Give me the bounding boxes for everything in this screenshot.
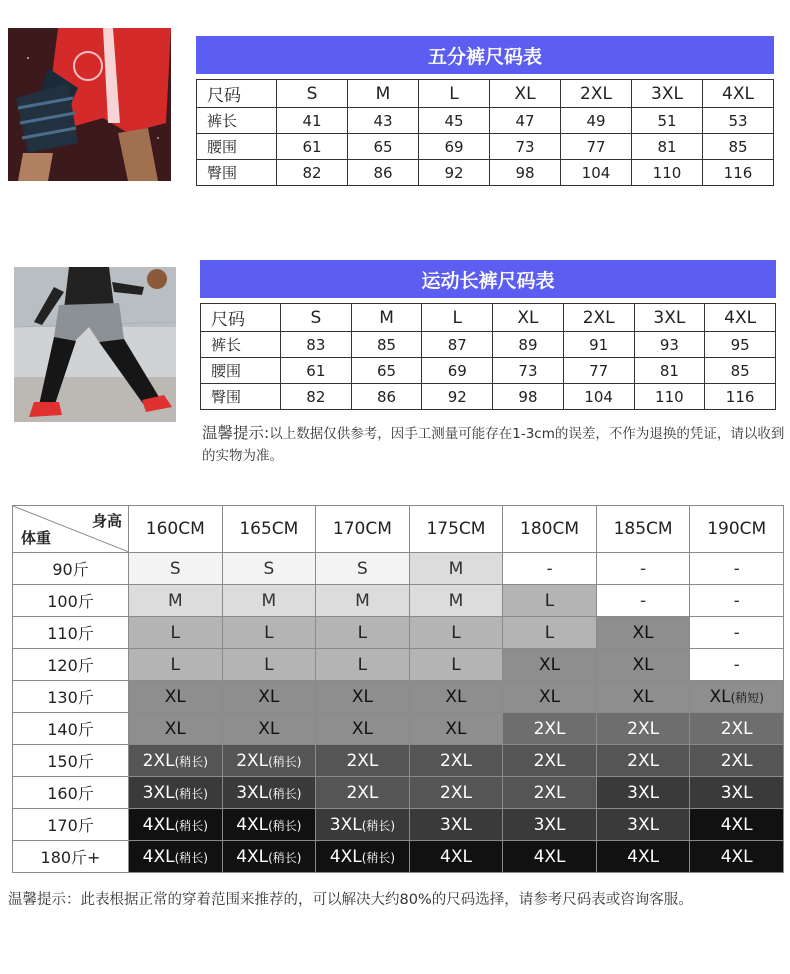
size-cell bbox=[503, 649, 597, 681]
size-cell bbox=[690, 681, 784, 713]
weight-row-label: 180斤+ bbox=[13, 841, 129, 873]
height-column-header: 170CM bbox=[316, 506, 410, 553]
long-pants-cell: 110 bbox=[634, 384, 705, 410]
long-pants-row bbox=[201, 358, 776, 384]
size-cell bbox=[409, 809, 503, 841]
shorts-row bbox=[197, 108, 774, 134]
shorts-header-cell: L bbox=[419, 80, 490, 108]
shorts-chart-title: 五分裤尺码表 bbox=[196, 36, 774, 74]
shorts-row-label: 裤长 bbox=[197, 108, 277, 134]
measurement-tip bbox=[202, 422, 787, 467]
long-pants-header-row bbox=[201, 304, 776, 332]
size-value: 4XL bbox=[440, 846, 472, 867]
size-value: 3XL bbox=[142, 782, 175, 803]
size-value: 2XL bbox=[627, 750, 660, 771]
shorts-header-cell: 2XL bbox=[561, 80, 632, 108]
size-note: (稍长) bbox=[268, 818, 302, 833]
size-cell bbox=[129, 745, 223, 777]
size-cell bbox=[222, 681, 316, 713]
size-cell bbox=[129, 809, 223, 841]
shorts-cell: 53 bbox=[703, 108, 774, 134]
size-value: M bbox=[167, 590, 183, 611]
size-value: 4XL bbox=[142, 814, 175, 835]
shorts-cell: 41 bbox=[277, 108, 348, 134]
size-value: S bbox=[357, 558, 368, 579]
long-pants-cell: 93 bbox=[634, 332, 705, 358]
shorts-header-cell: 尺码 bbox=[197, 80, 277, 108]
size-value: 2XL bbox=[627, 718, 660, 739]
size-cell bbox=[129, 777, 223, 809]
size-value: XL bbox=[538, 686, 561, 707]
size-value: - bbox=[733, 622, 740, 643]
height-axis-label: 身高 bbox=[91, 512, 122, 530]
size-cell bbox=[503, 617, 597, 649]
size-cell bbox=[409, 585, 503, 617]
long-pants-cell: 61 bbox=[281, 358, 352, 384]
size-cell bbox=[690, 553, 784, 585]
long-pants-size-table bbox=[200, 303, 776, 410]
long-pants-product-photo bbox=[14, 267, 176, 422]
shorts-cell: 45 bbox=[419, 108, 490, 134]
size-cell bbox=[690, 585, 784, 617]
long-pants-cell: 89 bbox=[493, 332, 564, 358]
size-cell bbox=[316, 745, 410, 777]
size-value: L bbox=[544, 590, 555, 611]
long-pants-cell: 83 bbox=[281, 332, 352, 358]
shorts-header-cell: XL bbox=[490, 80, 561, 108]
shorts-cell: 82 bbox=[277, 160, 348, 186]
weight-row bbox=[13, 777, 784, 809]
weight-row bbox=[13, 553, 784, 585]
long-pants-chart-title: 运动长裤尺码表 bbox=[200, 260, 776, 298]
size-cell bbox=[129, 617, 223, 649]
size-value: L bbox=[170, 654, 181, 675]
size-cell bbox=[316, 713, 410, 745]
size-value: L bbox=[451, 654, 461, 675]
long-pants-cell: 85 bbox=[705, 358, 776, 384]
weight-row bbox=[13, 713, 784, 745]
shorts-cell: 61 bbox=[277, 134, 348, 160]
size-cell bbox=[222, 777, 316, 809]
long-pants-header-cell: S bbox=[281, 304, 352, 332]
size-note: (稍短) bbox=[730, 690, 764, 705]
long-pants-cell: 92 bbox=[422, 384, 493, 410]
shorts-cell: 65 bbox=[348, 134, 419, 160]
shorts-cell: 92 bbox=[419, 160, 490, 186]
long-pants-cell: 77 bbox=[563, 358, 634, 384]
shorts-row-label: 腰围 bbox=[197, 134, 277, 160]
height-column-header: 175CM bbox=[409, 506, 503, 553]
size-cell bbox=[503, 713, 597, 745]
weight-row-label: 130斤 bbox=[13, 681, 129, 713]
size-value: 3XL bbox=[329, 814, 362, 835]
shorts-cell: 116 bbox=[703, 160, 774, 186]
shorts-cell: 49 bbox=[561, 108, 632, 134]
size-cell bbox=[129, 553, 223, 585]
long-pants-cell: 98 bbox=[493, 384, 564, 410]
size-note: (稍长) bbox=[174, 850, 208, 865]
weight-row bbox=[13, 681, 784, 713]
size-cell bbox=[222, 617, 316, 649]
size-cell bbox=[690, 617, 784, 649]
size-cell bbox=[409, 745, 503, 777]
size-cell bbox=[596, 617, 690, 649]
weight-row bbox=[13, 809, 784, 841]
size-cell bbox=[222, 809, 316, 841]
long-pants-header-cell: 4XL bbox=[705, 304, 776, 332]
size-value: XL bbox=[632, 654, 654, 675]
height-weight-size-chart bbox=[12, 505, 784, 873]
weight-row bbox=[13, 649, 784, 681]
shorts-header-cell: 4XL bbox=[703, 80, 774, 108]
size-cell bbox=[503, 777, 597, 809]
size-note: (稍长) bbox=[174, 786, 208, 801]
weight-row-label: 150斤 bbox=[13, 745, 129, 777]
size-value: XL bbox=[164, 686, 186, 707]
size-value: XL bbox=[258, 718, 280, 739]
weight-row bbox=[13, 585, 784, 617]
size-cell bbox=[222, 553, 316, 585]
size-value: 3XL bbox=[627, 814, 660, 835]
size-value: 2XL bbox=[440, 750, 472, 771]
size-value: 4XL bbox=[720, 846, 753, 867]
size-value: M bbox=[355, 590, 370, 611]
size-cell bbox=[690, 841, 784, 873]
size-value: 4XL bbox=[720, 814, 753, 835]
size-cell bbox=[316, 841, 410, 873]
long-pants-header-cell: 2XL bbox=[563, 304, 634, 332]
long-pants-cell: 91 bbox=[563, 332, 634, 358]
long-pants-cell: 73 bbox=[493, 358, 564, 384]
size-cell bbox=[596, 681, 690, 713]
size-value: XL bbox=[632, 686, 654, 707]
shorts-cell: 85 bbox=[703, 134, 774, 160]
size-cell bbox=[690, 777, 784, 809]
height-column-header: 160CM bbox=[129, 506, 223, 553]
size-cell bbox=[129, 585, 223, 617]
size-value: XL bbox=[351, 718, 373, 739]
weight-row bbox=[13, 745, 784, 777]
shorts-product-photo bbox=[8, 28, 171, 181]
long-pants-row bbox=[201, 384, 776, 410]
size-value: - bbox=[733, 558, 740, 579]
size-cell bbox=[316, 585, 410, 617]
size-cell bbox=[596, 713, 690, 745]
size-value: L bbox=[451, 622, 461, 643]
size-value: S bbox=[263, 558, 275, 579]
size-value: XL bbox=[258, 686, 280, 707]
height-column-header: 180CM bbox=[503, 506, 597, 553]
long-pants-header-cell: L bbox=[422, 304, 493, 332]
long-pants-cell: 85 bbox=[351, 332, 422, 358]
size-cell bbox=[596, 649, 690, 681]
size-cell bbox=[596, 809, 690, 841]
size-value: - bbox=[640, 558, 647, 579]
size-value: 2XL bbox=[440, 782, 472, 803]
size-cell bbox=[690, 713, 784, 745]
size-value: 2XL bbox=[720, 718, 753, 739]
size-value: L bbox=[357, 622, 368, 643]
long-pants-header-cell: 尺码 bbox=[201, 304, 281, 332]
size-value: 3XL bbox=[720, 782, 753, 803]
size-value: 4XL bbox=[142, 846, 175, 867]
size-value: L bbox=[170, 622, 181, 643]
long-pants-row-label: 腰围 bbox=[201, 358, 281, 384]
long-pants-cell: 65 bbox=[351, 358, 422, 384]
size-value: 4XL bbox=[236, 846, 269, 867]
size-cell bbox=[129, 841, 223, 873]
size-note: (稍长) bbox=[361, 850, 396, 865]
weight-row-label: 170斤 bbox=[13, 809, 129, 841]
size-value: - bbox=[640, 590, 647, 611]
shorts-cell: 47 bbox=[490, 108, 561, 134]
size-value: 3XL bbox=[440, 814, 472, 835]
size-note: (稍长) bbox=[268, 786, 302, 801]
height-column-header: 165CM bbox=[222, 506, 316, 553]
size-value: - bbox=[546, 558, 553, 579]
long-pants-header-cell: M bbox=[351, 304, 422, 332]
size-cell bbox=[316, 617, 410, 649]
size-cell bbox=[409, 681, 503, 713]
size-cell bbox=[316, 809, 410, 841]
size-cell bbox=[316, 649, 410, 681]
weight-row-label: 100斤 bbox=[13, 585, 129, 617]
long-pants-cell: 87 bbox=[422, 332, 493, 358]
shorts-row bbox=[197, 160, 774, 186]
shorts-cell: 73 bbox=[490, 134, 561, 160]
size-value: 2XL bbox=[346, 782, 379, 803]
size-value: 3XL bbox=[627, 782, 660, 803]
long-pants-cell: 104 bbox=[563, 384, 634, 410]
size-value: M bbox=[261, 590, 277, 611]
size-cell bbox=[409, 649, 503, 681]
size-cell bbox=[409, 841, 503, 873]
shorts-header-row bbox=[197, 80, 774, 108]
weight-row-label: 110斤 bbox=[13, 617, 129, 649]
size-value: L bbox=[264, 654, 274, 675]
size-value: 4XL bbox=[627, 846, 660, 867]
size-cell bbox=[409, 617, 503, 649]
size-value: L bbox=[357, 654, 368, 675]
shorts-cell: 86 bbox=[348, 160, 419, 186]
size-value: 4XL bbox=[329, 846, 362, 867]
size-cell bbox=[222, 713, 316, 745]
size-cell bbox=[503, 681, 597, 713]
shorts-row bbox=[197, 134, 774, 160]
shorts-cell: 110 bbox=[632, 160, 703, 186]
size-cell bbox=[503, 809, 597, 841]
size-cell bbox=[222, 649, 316, 681]
long-pants-cell: 95 bbox=[705, 332, 776, 358]
shorts-cell: 98 bbox=[490, 160, 561, 186]
long-pants-cell: 116 bbox=[705, 384, 776, 410]
size-value: 4XL bbox=[533, 846, 566, 867]
shorts-cell: 77 bbox=[561, 134, 632, 160]
weight-row-label: 120斤 bbox=[13, 649, 129, 681]
corner-header bbox=[13, 506, 129, 553]
weight-row bbox=[13, 617, 784, 649]
size-cell bbox=[503, 841, 597, 873]
long-pants-cell: 69 bbox=[422, 358, 493, 384]
long-pants-row bbox=[201, 332, 776, 358]
size-value: L bbox=[264, 622, 274, 643]
size-cell bbox=[596, 585, 690, 617]
shorts-header-cell: S bbox=[277, 80, 348, 108]
recommendation-tip: 温馨提示：此表根据正常的穿着范围来推荐的，可以解决大约80%的尺码选择，请参考尺码表或咨询客服。 bbox=[8, 892, 693, 908]
long-pants-cell: 82 bbox=[281, 384, 352, 410]
size-value: 2XL bbox=[142, 750, 175, 771]
size-cell bbox=[409, 553, 503, 585]
size-value: XL bbox=[632, 622, 654, 643]
size-value: 2XL bbox=[533, 782, 566, 803]
size-cell bbox=[596, 553, 690, 585]
size-value: 3XL bbox=[236, 782, 269, 803]
shorts-cell: 69 bbox=[419, 134, 490, 160]
weight-row bbox=[13, 841, 784, 873]
shorts-cell: 104 bbox=[561, 160, 632, 186]
size-value: XL bbox=[351, 686, 373, 707]
size-note: (稍长) bbox=[361, 818, 396, 833]
height-column-header: 185CM bbox=[596, 506, 690, 553]
size-cell bbox=[316, 681, 410, 713]
size-value: 2XL bbox=[236, 750, 269, 771]
long-pants-cell: 86 bbox=[351, 384, 422, 410]
size-cell bbox=[690, 809, 784, 841]
tip-label: 温馨提示: bbox=[202, 424, 270, 442]
size-note: (稍长) bbox=[268, 754, 302, 769]
size-cell bbox=[690, 649, 784, 681]
size-value: S bbox=[169, 558, 181, 579]
size-value: XL bbox=[164, 718, 186, 739]
shorts-header-cell: M bbox=[348, 80, 419, 108]
weight-axis-label: 体重 bbox=[21, 529, 52, 547]
size-value: 2XL bbox=[720, 750, 753, 771]
size-cell bbox=[316, 777, 410, 809]
size-cell bbox=[503, 553, 597, 585]
size-cell bbox=[222, 745, 316, 777]
size-cell bbox=[129, 713, 223, 745]
height-column-header: 190CM bbox=[690, 506, 784, 553]
size-cell bbox=[596, 745, 690, 777]
size-value: 4XL bbox=[236, 814, 269, 835]
size-value: 2XL bbox=[533, 750, 566, 771]
size-value: - bbox=[733, 590, 740, 611]
size-value: XL bbox=[709, 686, 731, 707]
size-cell bbox=[129, 649, 223, 681]
size-note: (稍长) bbox=[174, 818, 208, 833]
size-value: M bbox=[448, 590, 464, 611]
size-cell bbox=[409, 713, 503, 745]
size-value: 2XL bbox=[346, 750, 379, 771]
shorts-cell: 43 bbox=[348, 108, 419, 134]
size-cell bbox=[503, 745, 597, 777]
size-value: 3XL bbox=[533, 814, 566, 835]
size-cell bbox=[409, 777, 503, 809]
size-cell bbox=[129, 681, 223, 713]
size-value: XL bbox=[445, 718, 467, 739]
weight-row-label: 90斤 bbox=[13, 553, 129, 585]
size-value: 2XL bbox=[533, 718, 566, 739]
size-cell bbox=[503, 585, 597, 617]
shorts-cell: 81 bbox=[632, 134, 703, 160]
size-cell bbox=[596, 841, 690, 873]
tip-text: 以上数据仅供参考，因手工测量可能存在1-3cm的误差，不作为退换的凭证，请以收到的实物为准。 bbox=[202, 426, 785, 464]
size-value: XL bbox=[445, 686, 467, 707]
size-cell bbox=[222, 841, 316, 873]
shorts-row-label: 臀围 bbox=[197, 160, 277, 186]
size-value: L bbox=[544, 622, 555, 643]
size-note: (稍长) bbox=[174, 754, 208, 769]
long-pants-header-cell: XL bbox=[493, 304, 564, 332]
size-cell bbox=[222, 585, 316, 617]
weight-row-label: 160斤 bbox=[13, 777, 129, 809]
shorts-size-table bbox=[196, 79, 774, 186]
shorts-header-cell: 3XL bbox=[632, 80, 703, 108]
size-value: - bbox=[733, 654, 740, 675]
long-pants-row-label: 臀围 bbox=[201, 384, 281, 410]
size-value: M bbox=[448, 558, 464, 579]
size-cell bbox=[596, 777, 690, 809]
shorts-cell: 51 bbox=[632, 108, 703, 134]
size-value: XL bbox=[538, 654, 561, 675]
size-note: (稍长) bbox=[268, 850, 302, 865]
long-pants-header-cell: 3XL bbox=[634, 304, 705, 332]
size-cell bbox=[316, 553, 410, 585]
long-pants-cell: 81 bbox=[634, 358, 705, 384]
long-pants-row-label: 裤长 bbox=[201, 332, 281, 358]
weight-row-label: 140斤 bbox=[13, 713, 129, 745]
size-cell bbox=[690, 745, 784, 777]
